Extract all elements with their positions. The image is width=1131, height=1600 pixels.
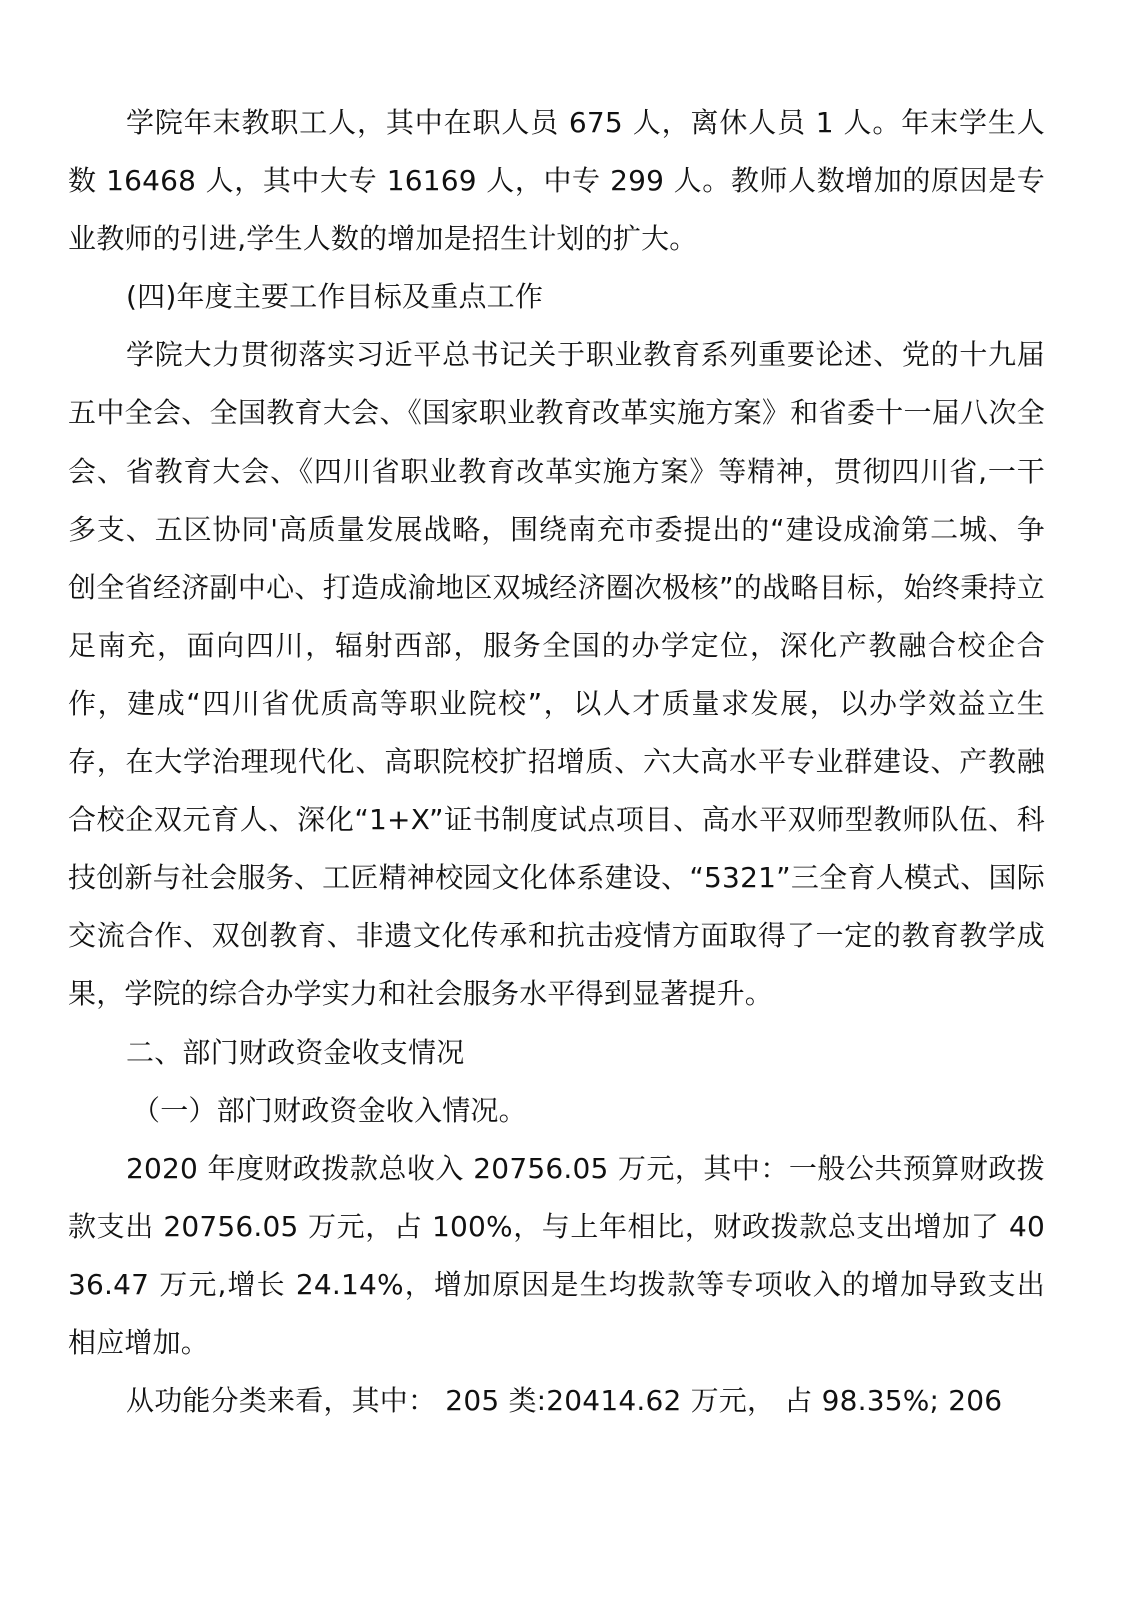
heading-finance-income: （一）部门财政资金收入情况。 (132, 1093, 527, 1127)
paragraph-finance-income: 2020 年度财政拨款总收入 20756.05 万元，其中：一般公共预算财政拨款支出 20756.05 万元，占 100%，与上年相比，财政拨款总支出增加了 4036.47 万元,增长 24.14%，增加原因是生均拨款等专项收入的增加导致支出相应增加。 (68, 1151, 1045, 1359)
heading-work-goals: (四)年度主要工作目标及重点工作 (126, 280, 544, 314)
paragraph-function-classification: 从功能分类来看，其中： 205 类:20414.62 万元， 占 98.35%; 206 (126, 1384, 1003, 1418)
paragraph-work-goals: 学院大力贯彻落实习近平总书记关于职业教育系列重要论述、党的十九届五中全会、全国教育大会、《国家职业教育改革实施方案》和省委十一届八次全会、省教育大会、《四川省职业教育改革实施方案》等精神，贯彻四川省,一干多支、五区协同'高质量发展战略，围绕南充市委提出的“建设成渝第二城、争创全省经济副中心、打造成渝地区双城经济圈次极核”的战略目标，始终秉持立足南充，面向四川，辐射西部，服务全国的办学定位，深化产教融合校企合作，建成“四川省优质高等职业院校”，以人才质量求发展，以办学效益立生存，在大学治理现代化、高职院校扩招增质、六大高水平专业群建设、产教融合校企双元育人、深化“1+X”证书制度试点项目、高水平双师型教师队伍、科技创新与社会服务、工匠精神校园文化体系建设、“5321”三全育人模式、国际交流合作、双创教育、非遗文化传承和抗击疫情方面取得了一定的教育教学成果，学院的综合办学实力和社会服务水平得到显著提升。 (68, 338, 1045, 1011)
heading-finance-overview: 二、部门财政资金收支情况 (126, 1035, 465, 1069)
paragraph-staff-stats: 学院年末教职工人，其中在职人员 675 人，离休人员 1 人。年末学生人数 16468 人，其中大专 16169 人，中专 299 人。教师人数增加的原因是专业教师的引进,学生人数的增加是招生计划的扩大。 (68, 106, 1045, 256)
